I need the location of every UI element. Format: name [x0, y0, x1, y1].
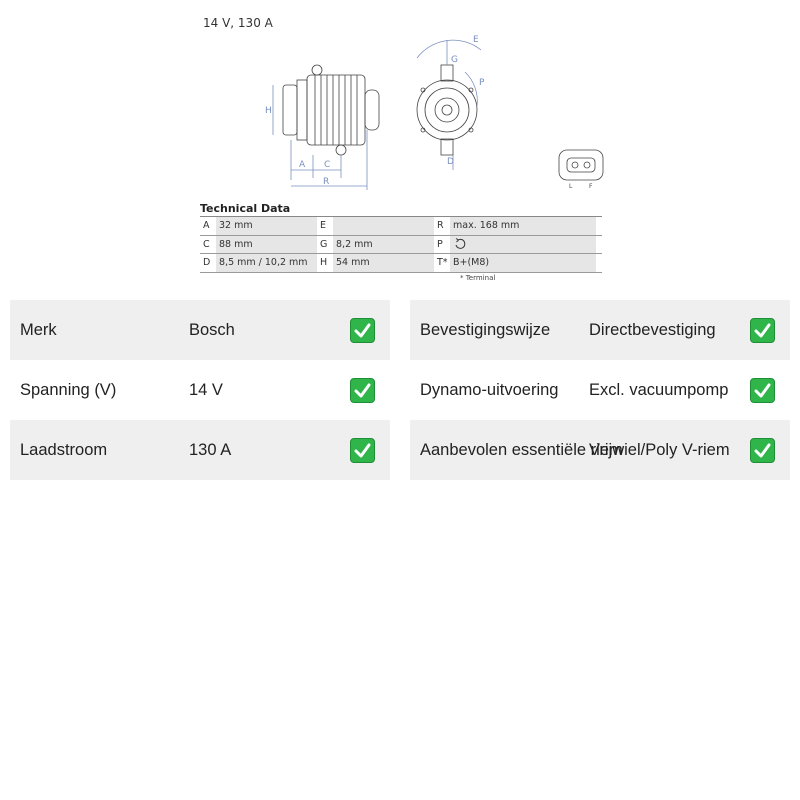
attribute-label: Spanning (V): [20, 380, 117, 399]
connector-view: [559, 150, 603, 180]
table-row: [200, 217, 602, 236]
alternator-drawing: [195, 10, 615, 200]
technical-data-title: Technical Data: [200, 202, 291, 215]
connector-pin-f: F: [589, 183, 593, 190]
spec-line: 14 V, 130 A: [203, 16, 273, 30]
dim-letter-d: D: [447, 157, 454, 167]
attribute-alternator-version: [410, 360, 790, 420]
table-value: 32 mm: [216, 217, 317, 235]
table-value: 8,2 mm: [333, 236, 434, 254]
table-value: max. 168 mm: [450, 217, 596, 235]
attribute-mounting: [410, 300, 790, 360]
technical-data: [200, 202, 602, 282]
table-value: 54 mm: [333, 254, 434, 272]
side-view: [273, 65, 379, 190]
attribute-value: 130 A: [189, 440, 232, 459]
table-key: T*: [437, 257, 448, 268]
attribute-brand: [10, 300, 390, 360]
table-key: A: [203, 220, 210, 231]
table-key: C: [203, 238, 210, 250]
front-view: [417, 40, 481, 170]
technical-data-table: [200, 216, 602, 273]
attribute-value: Directbevestiging: [589, 320, 716, 339]
check-mark-icon: [350, 438, 375, 463]
table-key: E: [320, 220, 327, 231]
attribute-value: 14 V: [189, 380, 223, 399]
dim-letter-e: E: [473, 35, 479, 45]
attribute-recommended-belt: [410, 420, 790, 480]
technical-data-footnote: * Terminal: [460, 273, 496, 282]
check-mark-icon: [750, 318, 775, 343]
table-value: [333, 217, 434, 235]
dim-letter-c: C: [324, 160, 331, 170]
attribute-label: Merk: [20, 320, 57, 339]
rotation-direction-icon: [453, 237, 467, 251]
table-value: [450, 236, 596, 254]
table-key: G: [320, 238, 328, 250]
attribute-voltage: [10, 360, 390, 420]
connector-pin-l: L: [569, 183, 573, 190]
table-row: [200, 254, 602, 273]
table-key: D: [203, 257, 211, 268]
check-mark-icon: [750, 378, 775, 403]
attribute-label: Bevestigingswijze: [420, 320, 551, 339]
attribute-label: Aanbevolen essentiële riem: [420, 440, 623, 459]
table-value: B+(M8): [450, 254, 596, 272]
dim-letter-r: R: [323, 177, 330, 187]
dim-letter-h: H: [265, 106, 272, 116]
attribute-label: Dynamo-uitvoering: [420, 380, 559, 399]
table-key: P: [437, 238, 443, 250]
check-mark-icon: [350, 378, 375, 403]
dim-letter-a: A: [299, 160, 306, 170]
table-key: R: [437, 220, 444, 231]
table-key: H: [320, 257, 328, 268]
technical-drawing: [195, 10, 615, 200]
attribute-value: Vrijwiel/Poly V-riem: [589, 440, 730, 459]
table-value: 8,5 mm / 10,2 mm: [216, 254, 317, 272]
attribute-value: Excl. vacuumpomp: [589, 380, 729, 399]
dim-letter-p: P: [479, 78, 485, 88]
dim-letter-g: G: [451, 55, 458, 65]
attribute-label: Laadstroom: [20, 440, 108, 459]
attribute-value: Bosch: [189, 320, 235, 339]
check-mark-icon: [750, 438, 775, 463]
attribute-charge-current: [10, 420, 390, 480]
check-mark-icon: [350, 318, 375, 343]
table-row: [200, 236, 602, 255]
table-value: 88 mm: [216, 236, 317, 254]
